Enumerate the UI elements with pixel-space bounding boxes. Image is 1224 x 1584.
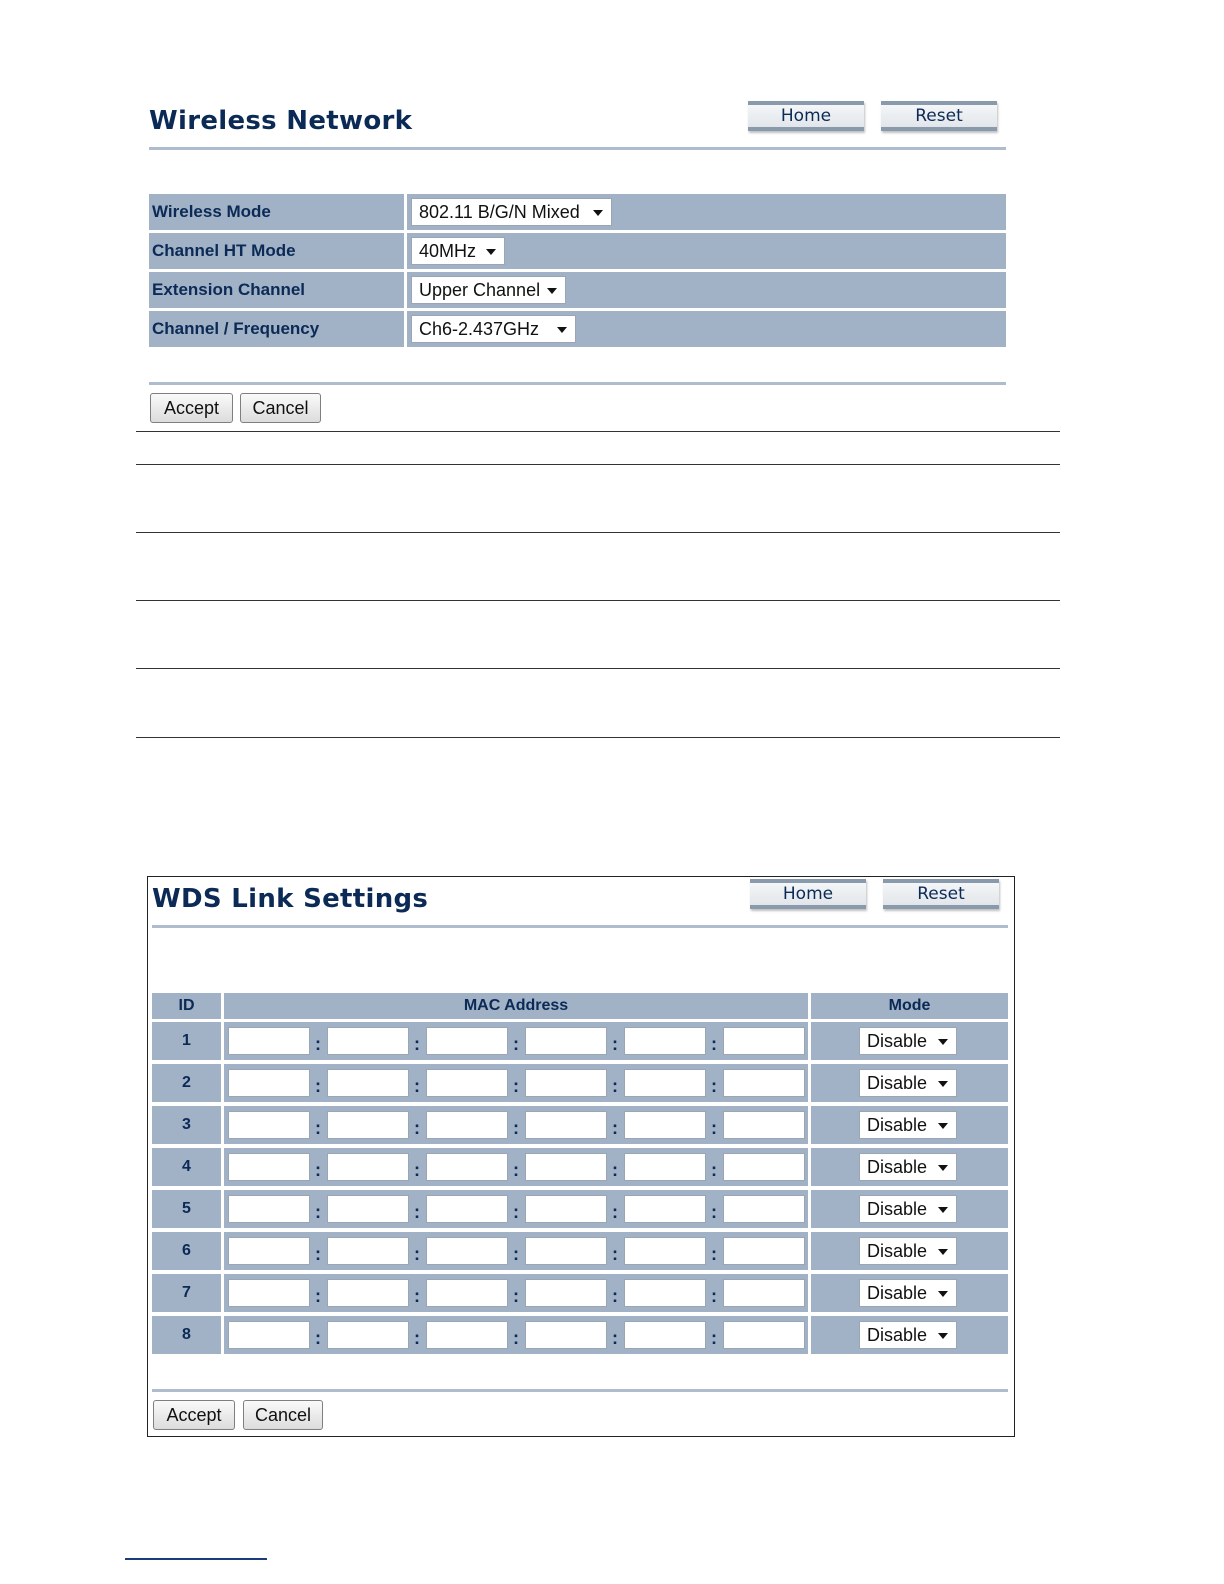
mode-cell xyxy=(811,1064,1008,1102)
mac-separator: : xyxy=(513,1244,519,1264)
mac-separator: : xyxy=(612,1118,618,1138)
mode-select[interactable] xyxy=(859,1195,957,1223)
mac-octet-input-4[interactable] xyxy=(525,1069,607,1097)
extension-channel-select[interactable] xyxy=(411,276,566,304)
channel-frequency-label: Channel / Frequency xyxy=(149,311,404,347)
row-id: 4 xyxy=(152,1148,221,1186)
channel-frequency-value: Ch6-2.437GHz xyxy=(419,319,540,339)
mac-octet-input-6[interactable] xyxy=(723,1069,805,1097)
mac-octet-input-4[interactable] xyxy=(525,1153,607,1181)
footer-link-underline xyxy=(125,1558,267,1560)
wds-link-settings-title: WDS Link Settings xyxy=(152,884,429,914)
mac-octet-input-4[interactable] xyxy=(525,1321,607,1349)
mac-address-cell xyxy=(224,1148,808,1186)
table-row xyxy=(152,1148,1008,1186)
mode-cell xyxy=(811,1190,1008,1228)
mac-address-cell xyxy=(224,1022,808,1060)
extension-channel-cell xyxy=(407,272,1006,308)
mac-octet-input-3[interactable] xyxy=(426,1279,508,1307)
channel-ht-mode-select[interactable] xyxy=(411,237,505,265)
mac-octet-input-4[interactable] xyxy=(525,1237,607,1265)
channel-frequency-row xyxy=(149,311,1006,347)
mac-octet-input-3[interactable] xyxy=(426,1153,508,1181)
channel-ht-mode-row xyxy=(149,233,1006,269)
mac-octet-input-3[interactable] xyxy=(426,1111,508,1139)
mode-value: Disable xyxy=(867,1283,928,1303)
row-id: 1 xyxy=(152,1022,221,1060)
mode-cell xyxy=(811,1022,1008,1060)
mac-address-cell xyxy=(224,1106,808,1144)
mac-separator: : xyxy=(414,1244,420,1264)
wds-accept-button[interactable]: Accept xyxy=(153,1400,235,1430)
mac-separator: : xyxy=(513,1202,519,1222)
mac-octet-input-5[interactable] xyxy=(624,1027,706,1055)
wireless-network-title: Wireless Network xyxy=(149,106,413,136)
mode-cell xyxy=(811,1316,1008,1354)
mac-separator: : xyxy=(612,1034,618,1054)
mac-separator: : xyxy=(711,1118,717,1138)
table-rule xyxy=(136,464,1060,465)
mac-separator: : xyxy=(315,1244,321,1264)
mac-octet-input-5[interactable] xyxy=(624,1153,706,1181)
channel-ht-mode-value: 40MHz xyxy=(419,241,477,261)
mac-separator: : xyxy=(612,1076,618,1096)
wireless-mode-value: 802.11 B/G/N Mixed xyxy=(419,202,580,222)
mac-octet-input-2[interactable] xyxy=(327,1069,409,1097)
table-row xyxy=(152,1190,1008,1228)
mac-address-cell xyxy=(224,1316,808,1354)
row-id: 2 xyxy=(152,1064,221,1102)
mode-cell xyxy=(811,1232,1008,1270)
mac-separator: : xyxy=(315,1076,321,1096)
mac-address-cell xyxy=(224,1274,808,1312)
mode-select[interactable] xyxy=(859,1027,957,1055)
chevron-down-icon xyxy=(938,1291,948,1297)
mac-separator: : xyxy=(513,1328,519,1348)
table-row xyxy=(152,1274,1008,1312)
mac-octet-input-1[interactable] xyxy=(228,1111,310,1139)
home-button[interactable]: Home xyxy=(748,101,864,131)
chevron-down-icon xyxy=(938,1165,948,1171)
mac-octet-input-4[interactable] xyxy=(525,1279,607,1307)
mac-address-cell xyxy=(224,1232,808,1270)
mac-octet-input-5[interactable] xyxy=(624,1111,706,1139)
chevron-down-icon xyxy=(938,1039,948,1045)
mac-octet-input-2[interactable] xyxy=(327,1027,409,1055)
mac-octet-input-4[interactable] xyxy=(525,1111,607,1139)
mac-separator: : xyxy=(414,1202,420,1222)
table-rule xyxy=(136,600,1060,601)
chevron-down-icon xyxy=(938,1207,948,1213)
mode-select[interactable] xyxy=(859,1237,957,1265)
mode-value: Disable xyxy=(867,1157,928,1177)
mac-octet-input-4[interactable] xyxy=(525,1027,607,1055)
cancel-button[interactable]: Cancel xyxy=(240,393,321,423)
mode-value: Disable xyxy=(867,1199,928,1219)
table-row xyxy=(152,1064,1008,1102)
table-rule xyxy=(136,532,1060,533)
mac-octet-input-3[interactable] xyxy=(426,1237,508,1265)
extension-channel-row xyxy=(149,272,1006,308)
mac-octet-input-5[interactable] xyxy=(624,1069,706,1097)
mac-octet-input-3[interactable] xyxy=(426,1027,508,1055)
mac-octet-input-1[interactable] xyxy=(228,1069,310,1097)
row-id: 7 xyxy=(152,1274,221,1312)
mac-separator: : xyxy=(315,1328,321,1348)
mode-select[interactable] xyxy=(859,1321,957,1349)
mode-value: Disable xyxy=(867,1073,928,1093)
mac-separator: : xyxy=(513,1076,519,1096)
mac-separator: : xyxy=(414,1160,420,1180)
mac-separator: : xyxy=(513,1160,519,1180)
accept-button[interactable]: Accept xyxy=(150,393,233,423)
mac-octet-input-6[interactable] xyxy=(723,1195,805,1223)
mac-octet-input-2[interactable] xyxy=(327,1237,409,1265)
wireless-mode-label: Wireless Mode xyxy=(149,194,404,230)
wds-reset-button[interactable]: Reset xyxy=(883,879,999,909)
mac-octet-input-6[interactable] xyxy=(723,1321,805,1349)
chevron-down-icon xyxy=(486,249,496,255)
channel-ht-mode-cell xyxy=(407,233,1006,269)
form-divider xyxy=(149,382,1006,385)
mac-separator: : xyxy=(414,1286,420,1306)
channel-ht-mode-label: Channel HT Mode xyxy=(149,233,404,269)
mac-octet-input-1[interactable] xyxy=(228,1027,310,1055)
mac-octet-input-1[interactable] xyxy=(228,1321,310,1349)
row-id: 3 xyxy=(152,1106,221,1144)
mac-octet-input-2[interactable] xyxy=(327,1321,409,1349)
mac-octet-input-3[interactable] xyxy=(426,1195,508,1223)
mac-separator: : xyxy=(513,1034,519,1054)
mac-separator: : xyxy=(315,1160,321,1180)
mac-separator: : xyxy=(711,1328,717,1348)
mac-octet-input-6[interactable] xyxy=(723,1153,805,1181)
channel-frequency-select[interactable] xyxy=(411,315,576,343)
table-rule xyxy=(136,668,1060,669)
chevron-down-icon xyxy=(938,1123,948,1129)
reset-button[interactable]: Reset xyxy=(881,101,997,131)
mac-octet-input-6[interactable] xyxy=(723,1027,805,1055)
mac-octet-input-5[interactable] xyxy=(624,1237,706,1265)
mac-octet-input-1[interactable] xyxy=(228,1237,310,1265)
wireless-mode-cell xyxy=(407,194,1006,230)
extension-channel-label: Extension Channel xyxy=(149,272,404,308)
mode-column-header: Mode xyxy=(811,993,1008,1019)
mac-separator: : xyxy=(711,1160,717,1180)
mac-separator: : xyxy=(315,1202,321,1222)
mode-cell xyxy=(811,1106,1008,1144)
mode-select[interactable] xyxy=(859,1153,957,1181)
id-column-header: ID xyxy=(152,993,221,1019)
mac-octet-input-3[interactable] xyxy=(426,1321,508,1349)
mac-octet-input-6[interactable] xyxy=(723,1111,805,1139)
mode-value: Disable xyxy=(867,1031,928,1051)
mode-select[interactable] xyxy=(859,1069,957,1097)
mode-value: Disable xyxy=(867,1115,928,1135)
row-id: 5 xyxy=(152,1190,221,1228)
mac-separator: : xyxy=(414,1034,420,1054)
mac-separator: : xyxy=(513,1286,519,1306)
mac-separator: : xyxy=(612,1244,618,1264)
row-id: 6 xyxy=(152,1232,221,1270)
wds-home-button[interactable]: Home xyxy=(750,879,866,909)
mac-separator: : xyxy=(612,1160,618,1180)
mac-address-column-header: MAC Address xyxy=(224,993,808,1019)
mac-separator: : xyxy=(612,1286,618,1306)
table-rule xyxy=(136,737,1060,738)
chevron-down-icon xyxy=(593,210,603,216)
mac-octet-input-3[interactable] xyxy=(426,1069,508,1097)
wds-cancel-button[interactable]: Cancel xyxy=(243,1400,323,1430)
title-divider xyxy=(149,147,1006,150)
mac-octet-input-5[interactable] xyxy=(624,1195,706,1223)
mode-cell xyxy=(811,1148,1008,1186)
mac-octet-input-1[interactable] xyxy=(228,1153,310,1181)
table-row xyxy=(152,1106,1008,1144)
wireless-mode-select[interactable] xyxy=(411,198,612,226)
mac-separator: : xyxy=(612,1202,618,1222)
mac-octet-input-2[interactable] xyxy=(327,1153,409,1181)
chevron-down-icon xyxy=(938,1333,948,1339)
mac-separator: : xyxy=(414,1328,420,1348)
mac-separator: : xyxy=(612,1328,618,1348)
mac-separator: : xyxy=(711,1202,717,1222)
extension-channel-value: Upper Channel xyxy=(419,280,541,300)
mac-octet-input-5[interactable] xyxy=(624,1279,706,1307)
mac-octet-input-2[interactable] xyxy=(327,1111,409,1139)
mac-separator: : xyxy=(315,1286,321,1306)
mode-select[interactable] xyxy=(859,1111,957,1139)
mac-separator: : xyxy=(711,1034,717,1054)
wds-form-divider xyxy=(152,1389,1008,1392)
mac-separator: : xyxy=(513,1118,519,1138)
mac-address-cell xyxy=(224,1190,808,1228)
table-rule xyxy=(136,431,1060,432)
wireless-mode-row xyxy=(149,194,1006,230)
mac-octet-input-5[interactable] xyxy=(624,1321,706,1349)
chevron-down-icon xyxy=(938,1081,948,1087)
mode-cell xyxy=(811,1274,1008,1312)
table-row xyxy=(152,1022,1008,1060)
mac-separator: : xyxy=(711,1286,717,1306)
mac-separator: : xyxy=(711,1244,717,1264)
mode-value: Disable xyxy=(867,1325,928,1345)
mac-address-cell xyxy=(224,1064,808,1102)
mac-octet-input-6[interactable] xyxy=(723,1279,805,1307)
chevron-down-icon xyxy=(938,1249,948,1255)
mac-octet-input-2[interactable] xyxy=(327,1279,409,1307)
mac-octet-input-1[interactable] xyxy=(228,1279,310,1307)
mac-octet-input-6[interactable] xyxy=(723,1237,805,1265)
mac-separator: : xyxy=(315,1034,321,1054)
mac-octet-input-1[interactable] xyxy=(228,1195,310,1223)
table-row xyxy=(152,1232,1008,1270)
mac-separator: : xyxy=(315,1118,321,1138)
channel-frequency-cell xyxy=(407,311,1006,347)
chevron-down-icon xyxy=(547,288,557,294)
table-row xyxy=(152,1316,1008,1354)
chevron-down-icon xyxy=(557,327,567,333)
mac-separator: : xyxy=(711,1076,717,1096)
mode-value: Disable xyxy=(867,1241,928,1261)
wds-title-divider xyxy=(152,925,1008,928)
mac-separator: : xyxy=(414,1076,420,1096)
mode-select[interactable] xyxy=(859,1279,957,1307)
row-id: 8 xyxy=(152,1316,221,1354)
mac-octet-input-4[interactable] xyxy=(525,1195,607,1223)
mac-separator: : xyxy=(414,1118,420,1138)
mac-octet-input-2[interactable] xyxy=(327,1195,409,1223)
